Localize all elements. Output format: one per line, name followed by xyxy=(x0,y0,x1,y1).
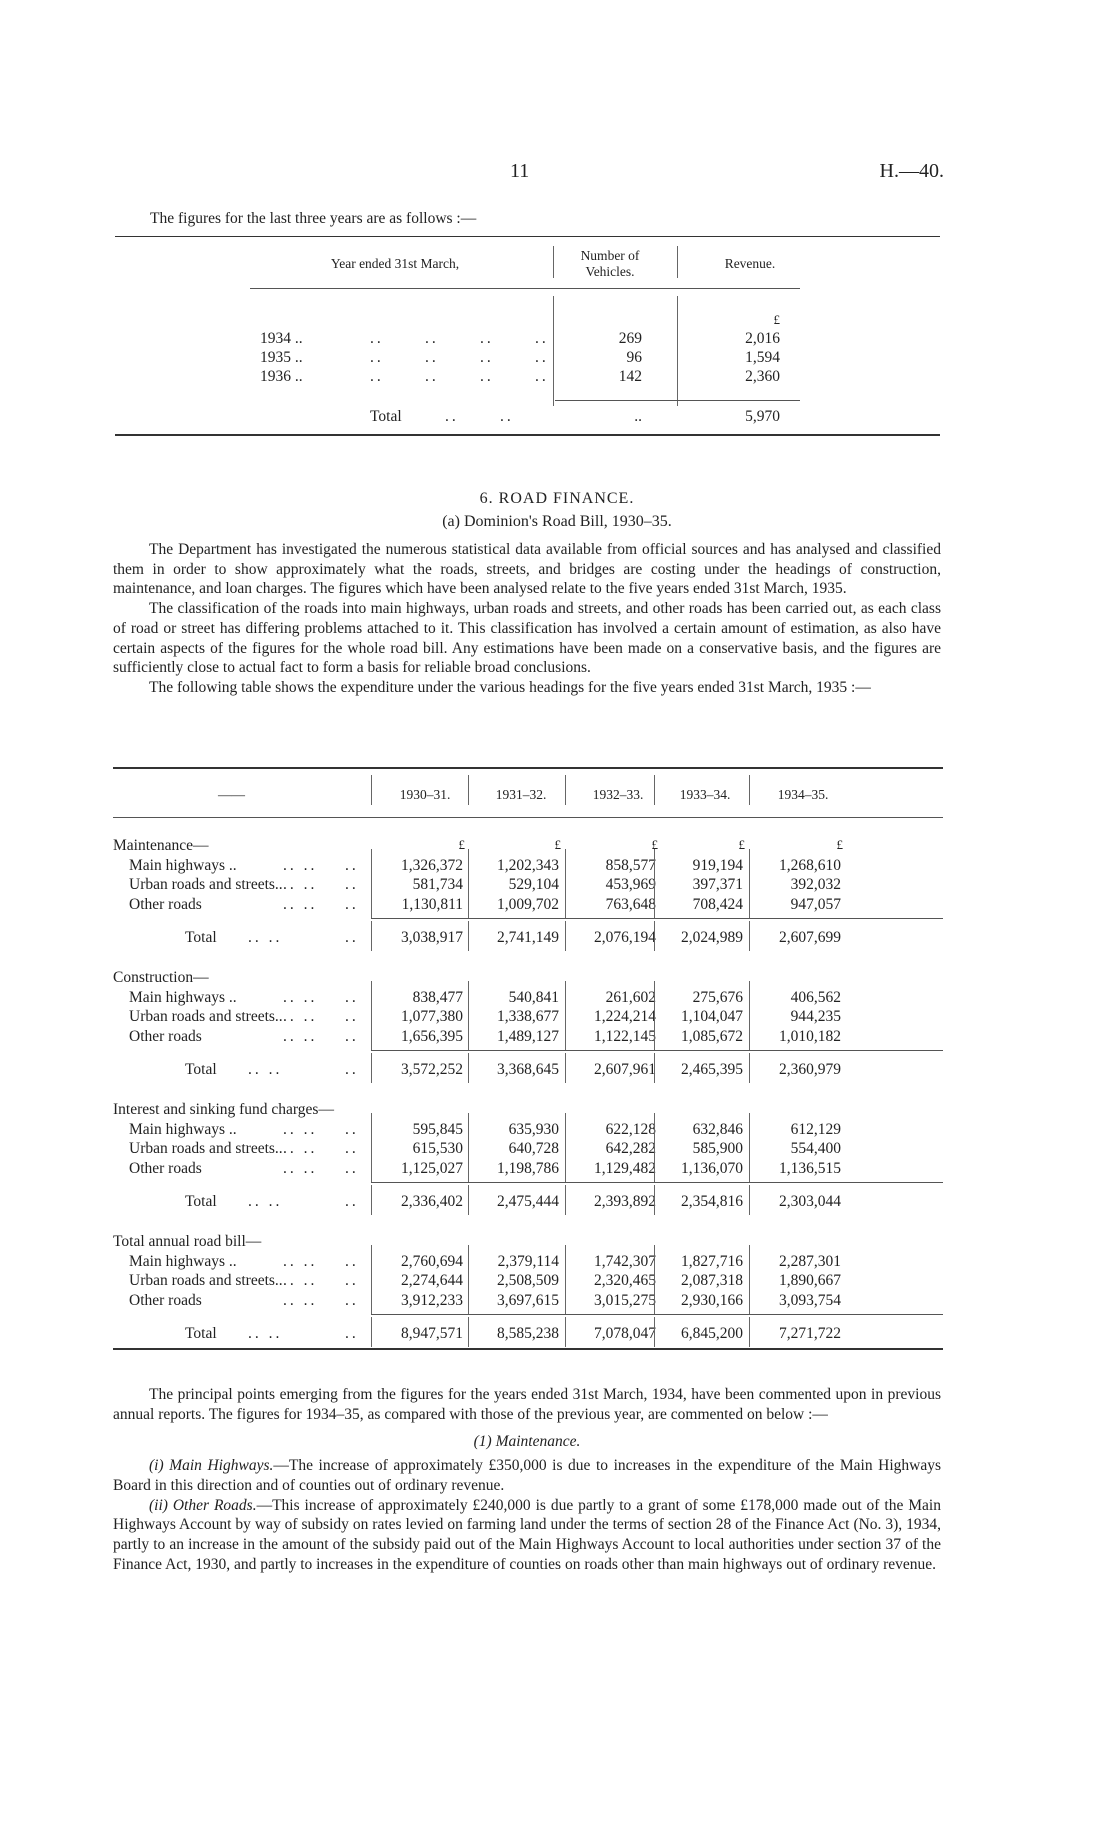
report-reference: H.—40. xyxy=(879,160,944,182)
vehicles-intro: The figures for the last three years are as follows :— xyxy=(150,210,477,227)
leader-dots: .. xyxy=(345,1193,359,1210)
currency-symbol: £ xyxy=(458,837,465,852)
leader-dots: .. xyxy=(345,1120,359,1138)
column-rule xyxy=(749,1113,750,1184)
table-cell: 1,130,811 xyxy=(401,895,463,913)
row-label: Main highways .. xyxy=(129,856,237,874)
table-cell: 595,845 xyxy=(412,1120,463,1138)
leader-dots: .. xyxy=(345,1252,359,1270)
leader-dots: .. xyxy=(345,1027,359,1045)
column-rule xyxy=(468,849,469,920)
leader-dots: .. .. xyxy=(283,1008,318,1025)
leader-dots: .. .. xyxy=(248,1325,283,1342)
leader-dots: .. .. xyxy=(283,876,318,893)
col-year-header: Year ended 31st March, xyxy=(330,256,460,271)
year-column-header: 1933–34. xyxy=(679,787,731,802)
table-cell: 1,268,610 xyxy=(779,856,841,874)
paragraph: The following table shows the expenditure under the various headings for the five years ended 31st March, 1935 :— xyxy=(149,678,871,696)
column-rule xyxy=(468,981,469,1052)
currency-symbol: £ xyxy=(651,837,658,852)
table-cell: 1,010,182 xyxy=(779,1027,841,1045)
closing-paragraph: The principal points emerging from the figures for the years ended 31st March, 1934, have been commented upon in previous annual reports. The figures for 1934–35, as compared with those of the previous year, are commented on below :— xyxy=(113,1386,941,1423)
table-cell: 1,104,047 xyxy=(681,1008,743,1025)
leader-dots: .. xyxy=(345,988,359,1006)
leader-dots: .. .. xyxy=(283,1252,318,1270)
total-cell: 2,465,395 xyxy=(681,1061,743,1078)
total-label: Total xyxy=(185,929,217,946)
page-number: 11 xyxy=(510,160,530,182)
group-heading: Maintenance— xyxy=(113,837,209,854)
column-rule xyxy=(749,775,750,805)
table-cell: 3,015,275 xyxy=(594,1291,656,1309)
column-rule xyxy=(371,1317,372,1347)
table-bottom-rule xyxy=(113,1348,943,1350)
table-cell: 612,129 xyxy=(790,1120,841,1138)
table-cell: 540,841 xyxy=(508,988,559,1006)
column-rule xyxy=(468,1053,469,1083)
table-cell: 1,742,307 xyxy=(594,1252,656,1270)
table-cell: 397,371 xyxy=(692,876,743,893)
column-rule xyxy=(654,1185,655,1215)
total-cell: 7,078,047 xyxy=(594,1325,656,1342)
revenue-1936: 2,360 xyxy=(745,368,780,385)
total-cell: 8,947,571 xyxy=(401,1325,463,1342)
subtotal-rule xyxy=(371,1182,943,1183)
column-rule xyxy=(371,1113,372,1184)
row-label: Urban roads and streets.. xyxy=(129,1008,283,1025)
table-cell: 919,194 xyxy=(692,856,743,874)
revenue-currency: £ xyxy=(773,312,780,327)
total-cell: 7,271,722 xyxy=(779,1325,841,1342)
total-label: Total xyxy=(185,1061,217,1078)
leader-dots: .. .. xyxy=(283,1159,318,1177)
total-cell: 2,303,044 xyxy=(779,1193,841,1210)
year-column-header: 1934–35. xyxy=(777,787,829,802)
table-cell: 529,104 xyxy=(508,876,559,893)
year-1935: 1935 .. xyxy=(260,349,303,366)
total-cell: 2,607,699 xyxy=(779,929,841,946)
total-cell: 2,393,892 xyxy=(594,1193,656,1210)
leader-dots: .. .. xyxy=(283,988,318,1006)
paragraph: The Department has investigated the numerous statistical data available from official sources and has analysed and classified them in order to show approximately what the roads, streets, and bridges are costing under the headings of construction, maintenance, and loan charges. The figures which have been analysed relate to the five years ended 31st March, 1935. xyxy=(113,541,941,598)
closing-body xyxy=(113,1385,941,1574)
total-cell: 6,845,200 xyxy=(681,1325,743,1342)
leader-dots: .. .. .. .. xyxy=(370,330,549,347)
table-cell: 2,274,644 xyxy=(401,1272,463,1289)
leader-dots: .. xyxy=(345,1325,359,1342)
table-cell: 3,697,615 xyxy=(497,1291,559,1309)
total-cell: 2,076,194 xyxy=(594,929,656,946)
total-cell: 8,585,238 xyxy=(497,1325,559,1342)
row-label: Other roads xyxy=(129,1159,202,1177)
row-label: Main highways .. xyxy=(129,1252,237,1270)
column-rule xyxy=(654,981,655,1052)
table-cell: 1,125,027 xyxy=(401,1159,463,1177)
total-cell: 2,024,989 xyxy=(681,929,743,946)
subtotal-rule xyxy=(371,1050,943,1051)
item-other-roads xyxy=(113,1496,941,1575)
revenue-1934: 2,016 xyxy=(745,330,780,347)
item-main-highways xyxy=(113,1456,941,1495)
row-label: Urban roads and streets.. xyxy=(129,1272,283,1289)
leader-dots: .. xyxy=(345,1159,359,1177)
table-cell: 632,846 xyxy=(692,1120,743,1138)
table-cell: 615,530 xyxy=(412,1140,463,1157)
row-label: Main highways .. xyxy=(129,1120,237,1138)
year-column-header: 1932–33. xyxy=(592,787,644,802)
leader-dots: .. xyxy=(345,895,359,913)
table-cell: 275,676 xyxy=(692,988,743,1006)
column-rule xyxy=(749,1317,750,1347)
table-cell: 2,087,318 xyxy=(681,1272,743,1289)
item2-lead: (ii) Other Roads. xyxy=(149,1496,257,1514)
column-rule xyxy=(565,1317,566,1347)
column-rule xyxy=(749,1245,750,1316)
table-cell: 622,128 xyxy=(605,1120,656,1138)
column-rule xyxy=(654,775,655,805)
total-cell: 3,368,645 xyxy=(497,1061,559,1078)
group-heading: Construction— xyxy=(113,969,209,986)
table-cell: 581,734 xyxy=(412,876,463,893)
total-label: Total xyxy=(185,1193,217,1210)
leader-dots: .. .. xyxy=(283,1120,318,1138)
vehicles-table xyxy=(115,236,940,438)
leader-dots: .. xyxy=(345,1291,359,1309)
column-rule xyxy=(371,1245,372,1316)
table-cell: 1,122,145 xyxy=(594,1027,656,1045)
total-cell: 2,336,402 xyxy=(401,1193,463,1210)
column-rule xyxy=(468,1113,469,1184)
column-rule xyxy=(749,1185,750,1215)
table-cell: 2,379,114 xyxy=(497,1252,559,1270)
table-cell: 1,085,672 xyxy=(681,1027,743,1045)
table-cell: 1,338,677 xyxy=(497,1008,559,1025)
column-rule xyxy=(371,921,372,951)
leader-dots: .. .. xyxy=(248,929,283,946)
table-cell: 3,912,233 xyxy=(401,1291,463,1309)
section-body xyxy=(113,540,941,698)
table-cell: 947,057 xyxy=(790,895,841,913)
column-rule xyxy=(654,1245,655,1316)
table-cell: 2,760,694 xyxy=(401,1252,463,1270)
table-cell: 1,890,667 xyxy=(779,1272,841,1289)
section-title: 6. ROAD FINANCE. xyxy=(479,490,635,507)
paragraph: The classification of the roads into main highways, urban roads and streets, and other roads has been carried out, as each class of road or street has differing problems attached to it. This classification has involved a certain amount of estimation, as also have certain aspects of the figures for the whole road bill. Any estimations have been made on a conservative basis, and the figures are sufficiently close to actual fact to form a basis for reliable broad conclusions. xyxy=(113,600,941,677)
year-1934: 1934 .. xyxy=(260,330,303,347)
leader-dots: .. .. xyxy=(445,408,514,425)
maintenance-subheading xyxy=(113,1432,941,1452)
currency-symbol: £ xyxy=(738,837,745,852)
row-label: Urban roads and streets.. xyxy=(129,876,283,893)
table-cell: 642,282 xyxy=(605,1140,656,1157)
leader-dots: .. xyxy=(345,876,359,893)
vehicles-total: .. xyxy=(634,408,642,425)
table-cell: 858,577 xyxy=(605,856,656,874)
column-rule xyxy=(371,775,372,805)
header-rule xyxy=(113,817,943,818)
leader-dots: .. xyxy=(345,1272,359,1289)
table-cell: 2,508,509 xyxy=(497,1272,559,1289)
column-rule xyxy=(749,849,750,920)
total-cell: 2,741,149 xyxy=(497,929,559,946)
item1-text: —The increase of approximately £350,000 is due to increases in the expenditure of the Main Highways Board in this direction and of counties out of ordinary revenue. xyxy=(113,1457,941,1494)
revenue-total: 5,970 xyxy=(745,408,780,425)
col-vehicles-header: Number of Vehicles. xyxy=(580,248,640,279)
table-cell: 261,602 xyxy=(605,988,656,1006)
column-rule xyxy=(565,1113,566,1184)
leader-dots: .. .. xyxy=(248,1061,283,1078)
leader-dots: .. xyxy=(345,1140,359,1157)
table-cell: 1,136,515 xyxy=(779,1159,841,1177)
item2-text: —This increase of approximately £240,000 is due partly to a grant of some £178,000 made out of the Main Highways Account by way of subsidy on rates levied on farming land under the terms of section 28 of the Finance Act (No. 3), 1934, partly to an increase in the amount of the subsidy paid out of the Main Highways Account to local authorities under section 37 of the Finance Act, 1930, and partly to increases in the expenditure of counties on roads other than main highways out of ordinary revenue. xyxy=(113,1496,941,1573)
table-cell: 635,930 xyxy=(508,1120,559,1138)
table-cell: 708,424 xyxy=(692,895,743,913)
table-cell: 1,656,395 xyxy=(401,1027,463,1045)
table-cell: 1,009,702 xyxy=(497,895,559,913)
total-cell: 2,475,444 xyxy=(497,1193,559,1210)
table-cell: 392,032 xyxy=(790,876,841,893)
column-rule xyxy=(371,1053,372,1083)
column-rule xyxy=(654,1317,655,1347)
table-cell: 406,562 xyxy=(790,988,841,1006)
table-cell: 1,198,786 xyxy=(497,1159,559,1177)
year-column-header: 1931–32. xyxy=(495,787,547,802)
total-cell: 3,572,252 xyxy=(401,1061,463,1078)
column-rule xyxy=(468,1245,469,1316)
currency-symbol: £ xyxy=(836,837,843,852)
table-cell: 640,728 xyxy=(508,1140,559,1157)
vehicles-1934: 269 xyxy=(618,330,642,347)
leader-dots: .. xyxy=(345,929,359,946)
section-subtitle: (a) Dominion's Road Bill, 1930–35. xyxy=(442,513,672,530)
leader-dots: .. xyxy=(345,856,359,874)
table-cell: 838,477 xyxy=(412,988,463,1006)
column-rule xyxy=(565,1245,566,1316)
table-cell: 453,969 xyxy=(605,876,656,893)
group-heading: Interest and sinking fund charges— xyxy=(113,1101,334,1118)
leader-dots: .. .. .. .. xyxy=(370,349,549,366)
table-cell: 2,320,465 xyxy=(594,1272,656,1289)
row-label: Main highways .. xyxy=(129,988,237,1006)
table-cell: 554,400 xyxy=(790,1140,841,1157)
group-heading: Total annual road bill— xyxy=(113,1233,262,1250)
column-rule xyxy=(565,775,566,805)
leader-dots: .. .. xyxy=(283,856,318,874)
total-label: Total xyxy=(185,1325,217,1342)
year-1936: 1936 .. xyxy=(260,368,303,385)
row-label: Other roads xyxy=(129,1027,202,1045)
leader-dots: .. .. .. .. xyxy=(370,368,549,385)
col-revenue-header: Revenue. xyxy=(724,256,776,271)
column-rule xyxy=(565,981,566,1052)
table-cell: 3,093,754 xyxy=(779,1291,841,1309)
column-rule xyxy=(565,1185,566,1215)
year-column-header: 1930–31. xyxy=(399,787,451,802)
expenditure-table xyxy=(113,767,943,1379)
total-cell: 3,038,917 xyxy=(401,929,463,946)
table-cell: 2,287,301 xyxy=(779,1252,841,1270)
row-label: Other roads xyxy=(129,1291,202,1309)
table-cell: 1,326,372 xyxy=(401,856,463,874)
column-rule xyxy=(371,849,372,920)
leader-dots: .. .. xyxy=(283,895,318,913)
row-label: Urban roads and streets.. xyxy=(129,1140,283,1157)
table-cell: 1,489,127 xyxy=(497,1027,559,1045)
subheading-text: (1) Maintenance. xyxy=(473,1433,581,1451)
currency-symbol: £ xyxy=(554,837,561,852)
column-rule xyxy=(468,1185,469,1215)
table-cell: 1,202,343 xyxy=(497,856,559,874)
total-label: Total xyxy=(370,408,402,425)
leader-dots: .. .. xyxy=(248,1193,283,1210)
column-rule xyxy=(654,921,655,951)
table-cell: 1,827,716 xyxy=(681,1252,743,1270)
column-rule xyxy=(371,981,372,1052)
vehicles-1935: 96 xyxy=(626,349,642,366)
table-cell: 1,077,380 xyxy=(401,1008,463,1025)
column-rule xyxy=(749,981,750,1052)
column-rule xyxy=(468,1317,469,1347)
revenue-1935: 1,594 xyxy=(745,349,780,366)
table-cell: 1,129,482 xyxy=(594,1159,656,1177)
leader-dots: .. .. xyxy=(283,1291,318,1309)
column-rule xyxy=(468,921,469,951)
leader-dots: .. .. xyxy=(283,1272,318,1289)
column-rule xyxy=(749,921,750,951)
total-cell: 2,354,816 xyxy=(681,1193,743,1210)
vehicles-1936: 142 xyxy=(618,368,642,385)
table-cell: 944,235 xyxy=(790,1008,841,1025)
subtotal-rule xyxy=(371,1314,943,1315)
item1-lead: (i) Main Highways. xyxy=(149,1457,274,1475)
table-cell: 585,900 xyxy=(692,1140,743,1157)
column-rule xyxy=(565,921,566,951)
table-cell: 1,224,214 xyxy=(594,1008,656,1025)
row-label: Other roads xyxy=(129,895,202,913)
leader-dots: .. .. xyxy=(283,1140,318,1157)
column-rule xyxy=(654,1053,655,1083)
column-rule xyxy=(468,775,469,805)
column-rule xyxy=(654,849,655,920)
leader-dots: .. .. xyxy=(283,1027,318,1045)
table-cell: 763,648 xyxy=(605,895,656,913)
table-cell: 1,136,070 xyxy=(681,1159,743,1177)
total-cell: 2,607,961 xyxy=(594,1061,656,1078)
column-rule xyxy=(565,1053,566,1083)
column-rule xyxy=(654,1113,655,1184)
column-rule xyxy=(565,849,566,920)
stub-header: —— xyxy=(218,787,245,802)
subtotal-rule xyxy=(371,918,943,919)
table-cell: 2,930,166 xyxy=(681,1291,743,1309)
leader-dots: .. xyxy=(345,1008,359,1025)
total-cell: 2,360,979 xyxy=(779,1061,841,1078)
column-rule xyxy=(749,1053,750,1083)
column-rule xyxy=(371,1185,372,1215)
leader-dots: .. xyxy=(345,1061,359,1078)
